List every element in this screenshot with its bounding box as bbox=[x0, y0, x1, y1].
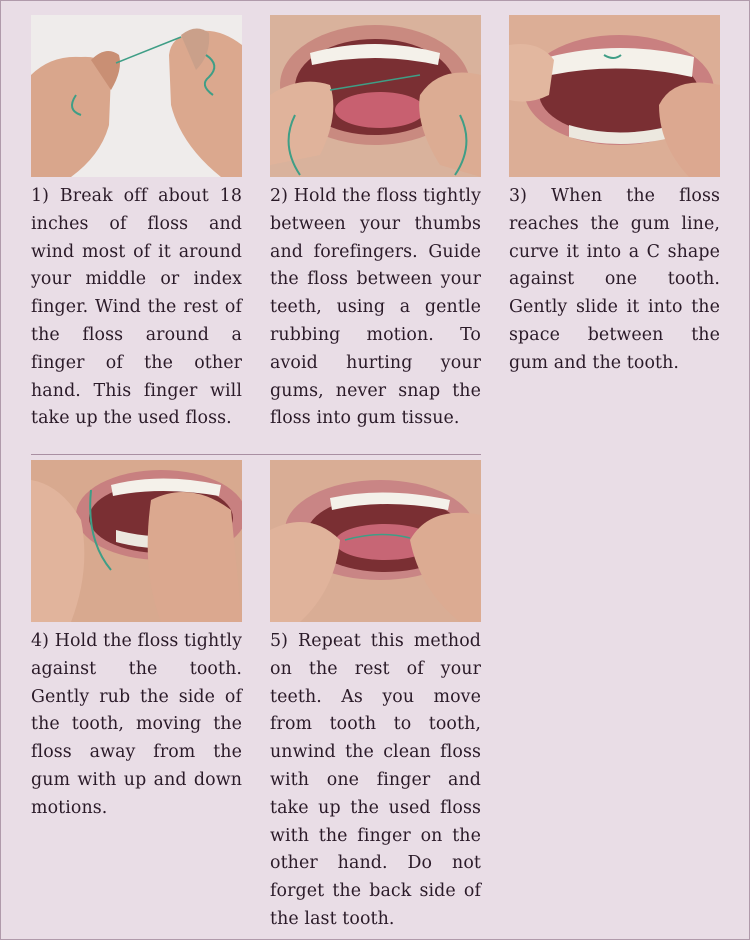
hands-winding-floss-image bbox=[31, 15, 242, 177]
floss-c-shape-image bbox=[509, 15, 720, 177]
floss-between-teeth-image bbox=[270, 15, 481, 177]
floss-against-tooth-image bbox=[31, 460, 242, 622]
step-2 bbox=[270, 15, 481, 433]
floss-back-teeth-image bbox=[270, 460, 481, 622]
step-5-photo bbox=[270, 460, 481, 622]
step-1 bbox=[31, 15, 242, 433]
step-1-caption: 1) Break off about 18 inches of floss and wind most of it around your middle or index finger. Wind the rest of the floss around a finger of the other hand. This finger will take up the used floss. bbox=[31, 186, 242, 429]
step-2-photo bbox=[270, 15, 481, 177]
step-4-photo bbox=[31, 460, 242, 622]
step-4 bbox=[31, 460, 242, 823]
step-1-photo bbox=[31, 15, 242, 177]
step-5 bbox=[270, 460, 481, 934]
step-3-photo bbox=[509, 15, 720, 177]
row-divider bbox=[31, 454, 481, 455]
step-2-caption: 2) Hold the floss tightly between your thumbs and forefingers. Guide the floss between your teeth, using a gentle rubbing motion. To avoid hurting your gums, never snap the floss into gum tissue. bbox=[270, 186, 481, 429]
step-5-caption: 5) Repeat this method on the rest of your teeth. As you move from tooth to tooth, unwind the clean floss with one finger and take up the used floss with the finger on the other hand. Do not forget the back side of the last tooth. bbox=[270, 631, 481, 929]
step-4-caption: 4) Hold the floss tightly against the tooth. Gently rub the side of the tooth, moving the floss away from the gum with up and down motions. bbox=[31, 631, 242, 818]
step-3-caption: 3) When the floss reaches the gum line, curve it into a C shape against one tooth. Gently slide it into the space between the gum and the tooth. bbox=[509, 186, 720, 373]
step-3 bbox=[509, 15, 720, 378]
